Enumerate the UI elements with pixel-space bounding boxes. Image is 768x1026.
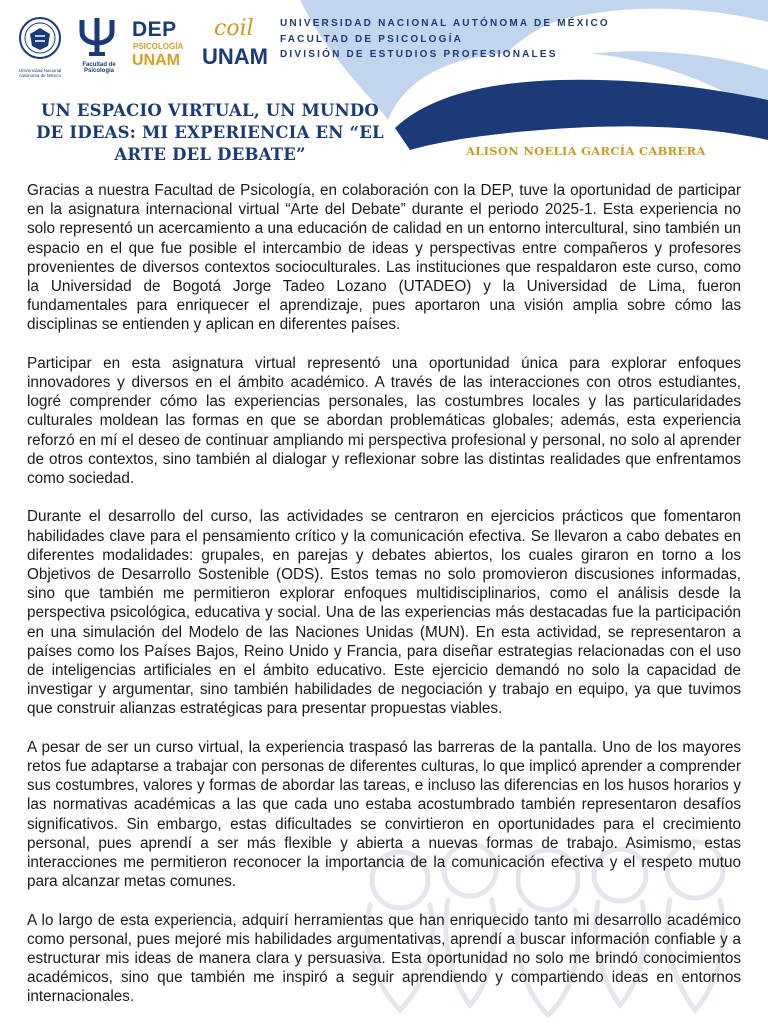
institution-line-university: UNIVERSIDAD NACIONAL AUTÓNOMA DE MÉXICO xyxy=(280,18,610,29)
psicologia-logo xyxy=(74,16,120,74)
dep-logo-text: DEP xyxy=(132,18,177,41)
psicologia-caption: Facultad de Psicología xyxy=(82,62,116,74)
body-paragraph: Durante el desarrollo del curso, las actividades se centraron en ejercicios prácticos que fomentaron habilidades clave para el pensamiento crítico y la comunicación efectiva. Se llevaron a cabo debates en diferentes modalidades: grupales, en parejas y debates abiertos, los cuales giraron en torno a los Objetivos de Desarrollo Sostenible (ODS). Estos temas no solo promovieron discusiones informadas, sino que también me permitieron explorar enfoques multidisciplinarios, como el análisis desde la perspectiva psicológica, educativa y social. Una de las experiencias más destacadas fue la participación en una simulación del Modelo de las Naciones Unidas (MUN). En esta actividad, se representaron a países como los Países Bajos, Reino Unido y Francia, para diseñar estrategias relacionadas con el uso de inteligencias artificiales en el ámbito educativo. Este ejercicio demandó no solo la capacidad de investigar y argumentar, sino también habilidades de negociación y trabajo en equipo, ya que tuvimos que construir alianzas estratégicas para presentar propuestas viables. xyxy=(27,508,741,718)
article-author: ALISON NOELIA GARCÍA CABRERA xyxy=(466,144,706,158)
coil-logo-script: coil xyxy=(214,16,254,41)
dep-logo-unam: UNAM xyxy=(132,52,180,69)
body-paragraph: Participar en esta asignatura virtual representó una oportunidad única para explorar enfoques innovadores y diversos en el ámbito académico. A través de las interacciones con otros estudiantes, logré comprender cómo las experiencias personales, las costumbres locales y las particularidades culturales moldean las formas en que se abordan problemáticas globales; además, esta experiencia reforzó en mí el deseo de continuar ampliando mi perspectiva profesional y personal, no solo al aprender de otros contextos, sino también al dialogar y reflexionar sobre las distintas realidades que enfrentamos como sociedad. xyxy=(27,354,741,488)
body-paragraph: A pesar de ser un curso virtual, la experiencia traspasó las barreras de la pantalla. Uno de los mayores retos fue adaptarse a trabajar con personas de diferentes culturas, lo que implicó aprender a comprender sus costumbres, valores y formas de abordar las tareas, e incluso las diferencias en los husos horarios y las normativas académicas a las que cada uno estaba acostumbrado también representaron desafíos significativos. Sin embargo, estas dificultades se convirtieron en oportunidades para el crecimiento personal, pues aprendí a ser más flexible y abierta a nuevas formas de trabajo. Asimismo, estas interacciones me permitieron reconocer la importancia de la comunicación efectiva y el respeto mutuo para alcanzar metas comunes. xyxy=(27,738,741,891)
article-body xyxy=(27,181,741,1026)
dep-logo-subtext: PSICOLOGÍA xyxy=(133,42,184,51)
institution-header xyxy=(280,16,610,63)
psi-symbol-icon xyxy=(74,16,120,56)
dep-logo xyxy=(132,16,190,74)
logo-row xyxy=(18,14,284,76)
institution-line-division: DIVISIÓN DE ESTUDIOS PROFESIONALES xyxy=(280,49,558,60)
unam-seal-logo xyxy=(18,16,62,78)
body-paragraph: Gracias a nuestra Facultad de Psicología, en colaboración con la DEP, tuve la oportunidad de participar en la asignatura internacional virtual “Arte del Debate” durante el periodo 2025-1. Esta experiencia no solo representó un acercamiento a una educación de calidad en un entorno intercultural, sino también un espacio en el que fue posible el intercambio de ideas y perspectivas entre compañeros y profesores provenientes de diversos contextos socioculturales. Las instituciones que respaldaron este curso, como la Universidad de Bogotá Jorge Tadeo Lozano (UTADEO) y la Universidad de Lima, fueron fundamentales para enriquecer el aprendizaje, pues aportaron una visión amplia sobre cómo las disciplinas se entienden y aplican en diferentes países. xyxy=(27,182,741,334)
unam-seal-caption: Universidad Nacional Autónoma de México xyxy=(18,68,62,78)
body-paragraph: A lo largo de esta experiencia, adquirí herramientas que han enriquecido tanto mi desarrollo académico como personal, pues mejoré mis habilidades argumentativas, aprendí a buscar información confiable y a estructurar mis ideas de manera clara y persuasiva. Esta oportunidad no solo me brindó conocimientos académicos, sino que también me inspiró a seguir aprendiendo y compartiendo ideas en entornos internacionales. xyxy=(27,911,741,1006)
coil-logo-unam: UNAM xyxy=(202,44,268,69)
institution-line-faculty: FACULTAD DE PSICOLOGÍA xyxy=(280,33,464,45)
unam-seal-icon xyxy=(18,16,62,60)
article-title: UN ESPACIO VIRTUAL, UN MUNDO DE IDEAS: MI EXPERIENCIA EN “EL ARTE DEL DEBATE” xyxy=(36,101,384,164)
coil-unam-logo xyxy=(202,16,272,74)
